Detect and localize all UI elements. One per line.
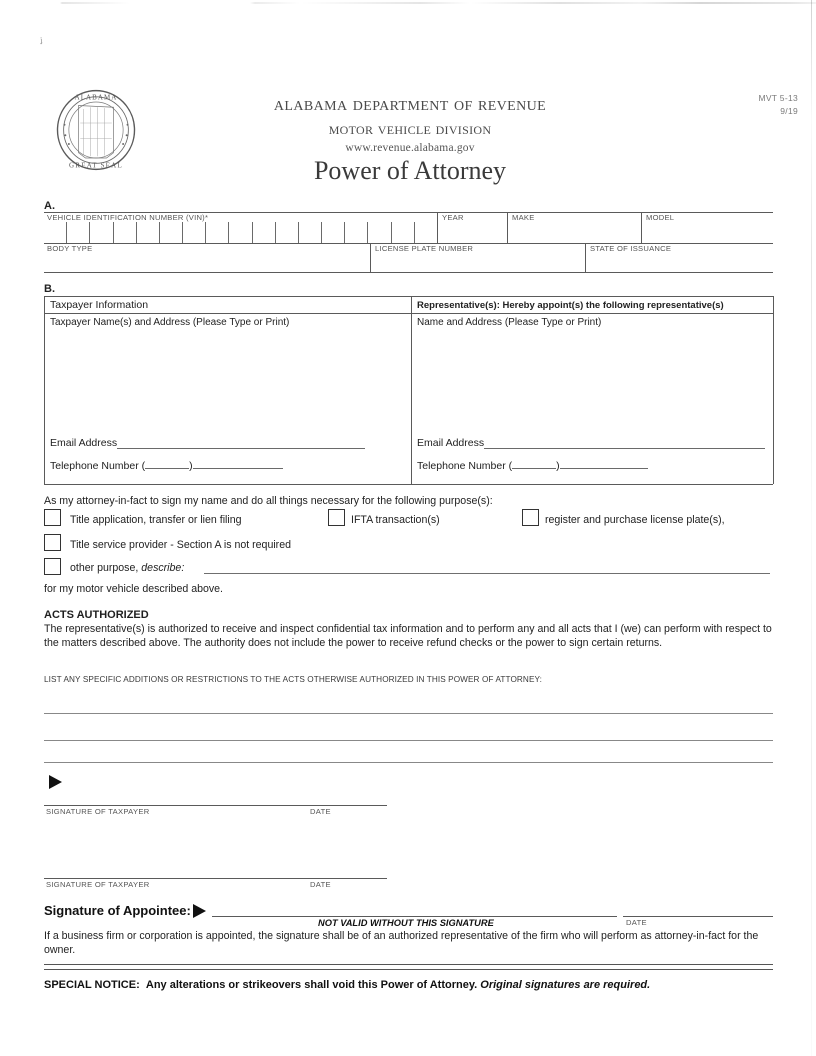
form-number: MVT 5-13 [758,93,798,103]
representative-header: Representative(s): Hereby appoint(s) the following representative(s) [417,300,724,311]
taxpayer-information-header: Taxpayer Information [50,299,149,311]
acts-authorized-heading: ACTS AUTHORIZED [44,609,149,621]
appointee-date-label: DATE [626,918,647,927]
other-purpose-describe-label: describe: [141,562,185,574]
representative-telephone-label-text: Telephone Number ( [417,460,513,472]
vin-cell[interactable] [275,222,298,243]
year-make-divider [507,212,508,243]
vin-cell[interactable] [182,222,205,243]
taxpayer-email-input[interactable] [117,448,365,449]
taxpayer-name-address-label: Taxpayer Name(s) and Address (Please Type or Print) [50,317,290,328]
plate-state-divider [585,243,586,272]
make-model-divider [641,212,642,243]
section-b-header-rule [44,313,773,314]
signature-date-label-1: DATE [310,807,331,816]
checkbox-other-purpose[interactable] [44,558,61,575]
vin-cell[interactable] [66,222,89,243]
vin-cell[interactable] [414,222,437,243]
representative-email-label: Email Address [417,437,485,449]
appointee-pointer-arrow-icon [193,904,206,918]
vin-cell[interactable] [252,222,275,243]
signature-line-1[interactable] [44,805,387,806]
model-label: MODEL [646,213,675,222]
section-b-right-border [773,296,774,484]
special-notice-divider [44,964,773,970]
signature-pointer-arrow-icon [49,775,62,789]
agency-name: alabama department of revenue [273,94,547,115]
checkbox-label-title-service-provider: Title service provider - Section A is not required [70,539,291,551]
special-notice [44,979,650,991]
section-b-left-border [44,296,45,484]
vin-cell[interactable] [89,222,112,243]
make-label: MAKE [512,213,535,222]
alabama-state-seal-icon [52,88,140,172]
checkbox-title-application[interactable] [44,509,61,526]
taxpayer-email-label: Email Address [50,437,118,449]
restrictions-label: LIST ANY SPECIFIC ADDITIONS OR RESTRICTIONS TO THE ACTS OTHERWISE AUTHORIZED IN THIS POWER OF ATTORNEY: [44,675,542,684]
section-b-center-divider [411,296,412,484]
vin-cell[interactable] [159,222,182,243]
signature-of-appointee-label: Signature of Appointee: [44,903,191,918]
checkbox-title-service-provider[interactable] [44,534,61,551]
vin-cell[interactable] [367,222,390,243]
year-label: YEAR [442,213,464,222]
appointee-signature-line[interactable] [212,916,617,917]
scan-artifact-mark: ᶨ [39,33,44,50]
representative-telephone-paren: ) [556,460,560,472]
section-a-bottom-rule [44,272,773,273]
vin-label: VEHICLE IDENTIFICATION NUMBER (VIN)* [47,213,209,222]
acts-authorized-body: The representative(s) is authorized to receive and inspect confidential tax information and to perform any and all acts that I (we) can perform with respect to the matters described above. The authority does not include the power to receive refund checks or the power to sign certain returns. [44,623,772,650]
appointee-date-line[interactable] [623,916,773,917]
vin-cell[interactable] [205,222,228,243]
form-number-block [758,92,798,118]
section-b-letter: B. [44,283,55,295]
signature-taxpayer-label-2: SIGNATURE OF TAXPAYER [46,880,150,889]
other-purpose-text: other purpose, [70,562,139,574]
restrictions-line-3[interactable] [44,762,773,763]
special-notice-label: SPECIAL NOTICE: [44,979,140,991]
section-b-top-rule [44,296,773,297]
page-title: Power of Attorney [313,156,507,185]
taxpayer-telephone-label-text: Telephone Number ( [50,460,146,472]
restrictions-line-2[interactable] [44,740,773,741]
vin-cell[interactable] [298,222,321,243]
checkbox-label-register-purchase-plate: register and purchase license plate(s), [545,514,725,526]
checkbox-ifta-transaction[interactable] [328,509,345,526]
scan-artifact-top [0,2,816,4]
license-plate-label: LICENSE PLATE NUMBER [375,244,474,253]
purposes-intro: As my attorney-in-fact to sign my name and do all things necessary for the following purpose(s): [44,495,493,507]
body-type-label: BODY TYPE [47,244,93,253]
agency-website: www.revenue.alabama.gov [345,142,475,154]
division-name: motor vehicle division [328,119,492,138]
representative-telephone-label [417,460,648,472]
section-a-letter: A. [44,200,55,212]
checkbox-register-purchase-plate[interactable] [522,509,539,526]
vin-cell[interactable] [391,222,414,243]
other-purpose-input[interactable] [204,573,770,574]
signature-taxpayer-label-1: SIGNATURE OF TAXPAYER [46,807,150,816]
vin-cell[interactable] [44,222,66,243]
not-valid-notice: NOT VALID WITHOUT THIS SIGNATURE [318,918,494,928]
checkbox-label-ifta-transaction: IFTA transaction(s) [351,514,440,526]
purposes-closing: for my motor vehicle described above. [44,583,223,595]
vin-cell[interactable] [321,222,344,243]
vin-input-comb[interactable] [44,222,437,243]
special-notice-text: Any alterations or strikeovers shall void this Power of Attorney. [145,979,478,991]
taxpayer-telephone-paren: ) [189,460,193,472]
section-b-bottom-rule [44,484,773,485]
restrictions-line-1[interactable] [44,713,773,714]
special-notice-emphasis: Original signatures are required. [480,979,651,991]
representative-name-address-label: Name and Address (Please Type or Print) [417,317,602,328]
vin-cell[interactable] [136,222,159,243]
signature-line-2[interactable] [44,878,387,879]
state-of-issuance-label: STATE OF ISSUANCE [590,244,672,253]
scan-artifact-right [811,0,812,1056]
document-header [160,94,660,186]
bodytype-plate-divider [370,243,371,272]
vin-cell[interactable] [344,222,367,243]
form-revision-date: 9/19 [780,105,798,116]
svg-text:GREAT SEAL: GREAT SEAL [69,161,123,170]
business-firm-note: If a business firm or corporation is appointed, the signature shall be of an authorized representative of the firm who will perform as attorney-in-fact for the owner. [44,930,759,957]
representative-email-input[interactable] [484,448,765,449]
svg-text:ALABAMA: ALABAMA [74,93,118,102]
checkbox-label-title-application: Title application, transfer or lien filing [70,514,242,526]
taxpayer-telephone-label [50,460,283,472]
signature-date-label-2: DATE [310,880,331,889]
vin-cell[interactable] [113,222,136,243]
checkbox-label-other-purpose [70,562,184,574]
vin-cell[interactable] [228,222,251,243]
vin-year-divider [437,212,438,243]
